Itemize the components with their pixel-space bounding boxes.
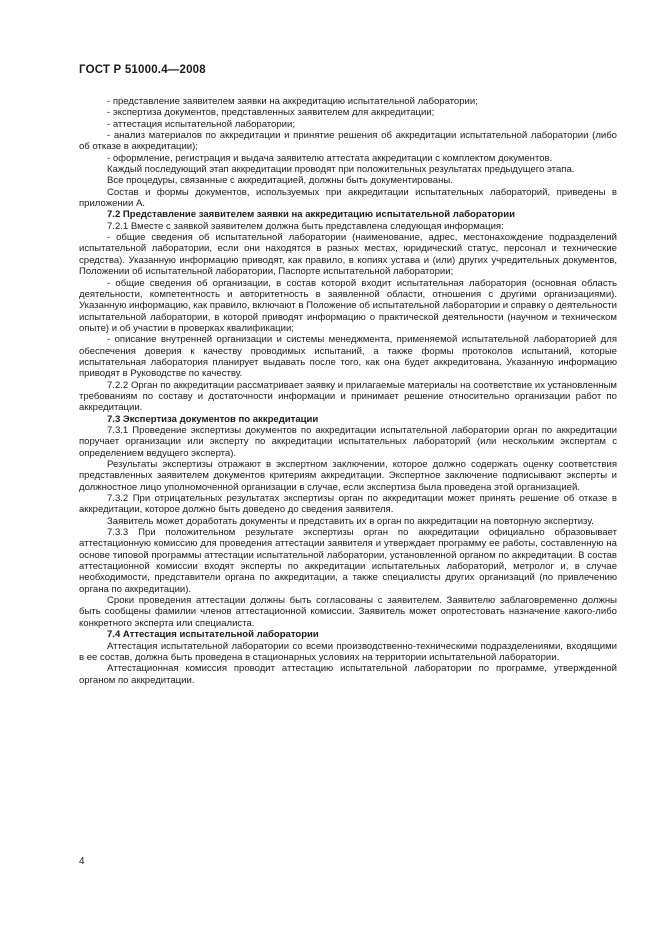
paragraph: - общие сведения об организации, в состав которой входит испытательная лаборатория (основная область деятельности, компетентность и авторитетность в заявленной области, отношения с другими организациями). Указанную информацию, как правило, включают в Положение об испытательной лаборатории и справку о деятельности испытательной лаборатории, в которой приводят информацию о практической деятельности (научном и техническом опыте) и об участии в проверках квалификации; — [79, 277, 618, 334]
paragraph: - анализ материалов по аккредитации и принятие решения об аккредитации испытательной лаборатории (либо об отказе в аккредитации); — [79, 130, 617, 153]
document-body — [79, 96, 617, 686]
paragraph: - описание внутренней организации и системы менеджмента, применяемой испытательной лабораторией для обеспечения доверия к качеству проводимых испытаний, а также формы протоколов испытаний, которые испытательная лаборатория планирует выдавать после того, как она будет аккредитована. Указанную информацию приводят в Руководстве по качеству. — [79, 334, 617, 380]
paragraph: 7.3.3 При положительном результате экспертизы орган по аккредитации официально образовывает аттестационную комиссию для проведения аттестации заявителя и утверждает программу ее работы, составленную на основе типовой программы аттестации испытательной лаборатории, установленной органом по аккредитации. В состав аттестационной комиссии входят эксперты по аккредитации испытательных лабораторий, метролог и, в случае необходимости, представители органа по аккредитации, а также специалисты других организаций (по привлечению органа по аккредитации). — [79, 527, 617, 595]
paragraph: - общие сведения об испытательной лаборатории (наименование, адрес, местонахождение подразделений испытательной лаборатории, если они находятся в разных местах, юридический статус, персонал и технические средства). Указанную информацию приводят, как правило, в копиях устава и (или) других учредительных документов, Положении об испытательной лаборатории, Паспорте испытательной лаборатории; — [79, 232, 617, 278]
document-header: ГОСТ Р 51000.4—2008 — [79, 64, 206, 76]
paragraph: - представление заявителем заявки на аккредитацию испытательной лаборатории; — [107, 96, 478, 107]
page-number: 4 — [79, 856, 85, 867]
paragraph: - аттестация испытательной лаборатории; — [107, 118, 295, 130]
section-heading: 7.4 Аттестация испытательной лаборатории — [107, 629, 319, 641]
section-heading: 7.2 Представление заявителем заявки на аккредитацию испытательной лаборатории — [107, 209, 515, 221]
paragraph: 7.2.1 Вместе с заявкой заявителем должна быть представлена следующая информация: — [107, 220, 504, 232]
section-heading: 7.3 Экспертиза документов по аккредитации — [107, 413, 319, 425]
paragraph: 7.3.2 При отрицательных результатах экспертизы орган по аккредитации может принять решение об отказе в аккредитации, которое должно быть доведено до сведения заявителя. — [79, 493, 617, 516]
paragraph: Аттестация испытательной лаборатории со всеми производственно-техническими подразделениями, входящими в ее состав, должна быть проведена в стационарных условиях на территории испытательной лаборатории. — [79, 640, 617, 663]
paragraph: 7.3.1 Проведение экспертизы документов по аккредитации испытательной лаборатории орган по аккредитации поручает организации или эксперту по аккредитации испытательных лабораторий (или нескольким экспертам с определением ведущего эксперта). — [79, 424, 617, 459]
paragraph: Все процедуры, связанные с аккредитацией, должны быть документированы. — [107, 175, 453, 187]
paragraph: Сроки проведения аттестации должны быть согласованы с заявителем. Заявителю заблаговременно должны быть сообщены фамилии членов аттестационной комиссии. Заявитель может опротестовать назначение какого-либо конкретного эксперта или специалиста. — [79, 595, 617, 629]
paragraph: Результаты экспертизы отражают в экспертном заключении, которое должно содержать оценку соответствия представленных заявителем документов критериям аккредитации. Экспертное заключение подписывают эксперты и должностное лицо уполномоченной организации в случае, если экспертиза была проведена этой организацией. — [79, 459, 617, 493]
paragraph: - экспертиза документов, представленных заявителем для аккредитации; — [107, 107, 435, 119]
paragraph: Заявитель может доработать документы и представить их в орган по аккредитации на повторную экспертизу. — [107, 515, 594, 527]
paragraph: Аттестационная комиссия проводит аттестацию испытательной лаборатории по программе, утвержденной органом по аккредитации. — [79, 663, 617, 686]
paragraph: - оформление, регистрация и выдача заявителю аттестата аккредитации с комплектом документов. — [107, 152, 553, 164]
paragraph: Состав и формы документов, используемых при аккредитации испытательных лабораторий, приведены в приложении А. — [79, 186, 617, 210]
paragraph: Каждый последующий этап аккредитации проводят при положительных результатах предыдущего этапа. — [107, 164, 575, 176]
paragraph: 7.2.2 Орган по аккредитации рассматривает заявку и прилагаемые материалы на соответствие их установленным требованиям по составу и достаточности информации и принимает решение относительно организации работ по аккредитации. — [79, 379, 617, 414]
